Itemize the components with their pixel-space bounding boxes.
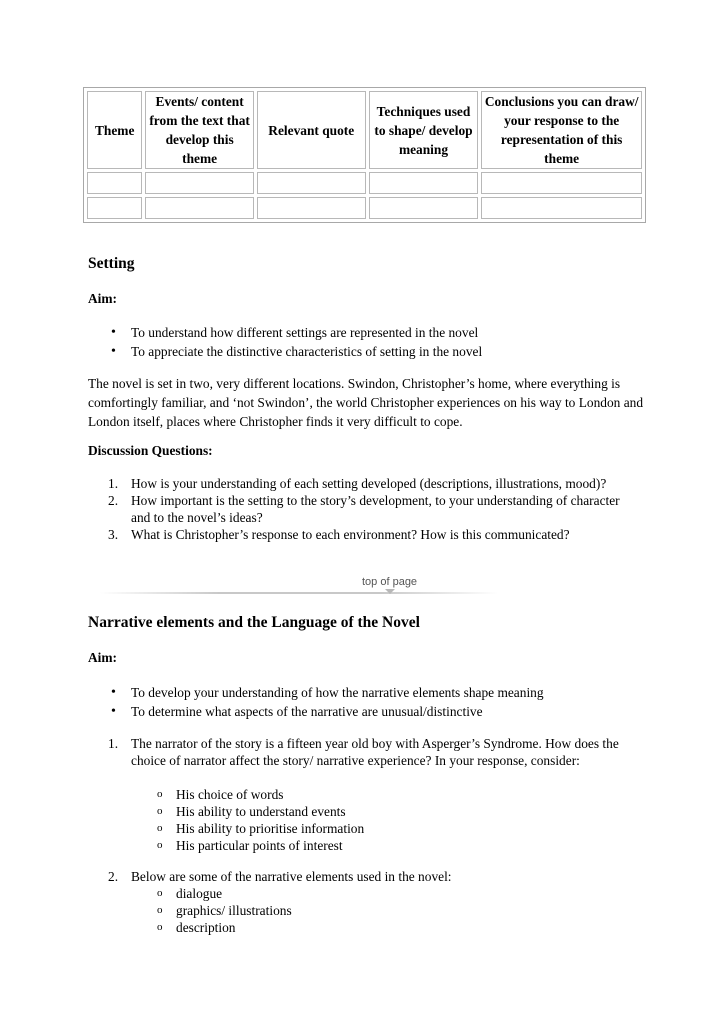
list-item: 1. The narrator of the story is a fifteen year old boy with Asperger’s Syndrome. How does the choice of narrator affect the story/ narrative experience? In your response, consider: [108,736,619,768]
up-arrow-icon [385,589,395,594]
setting-aims-list [88,323,482,361]
table-cell[interactable] [145,197,253,219]
list-item: o His choice of words [88,786,364,803]
narrative-heading: Narrative elements and the Language of the Novel [88,614,420,631]
top-of-page-link[interactable] [100,570,498,598]
discussion-label: Discussion Questions: [88,443,213,458]
table-header-cell: Techniques used to shape/ develop meaning [369,91,479,169]
table-cell[interactable] [481,172,642,194]
list-item: o His particular points of interest [88,837,364,854]
narrative-aims-list [88,683,544,721]
list-item: o graphics/ illustrations [88,902,292,919]
narrative-item-1 [88,735,628,769]
narrative-aim-label: Aim: [88,650,118,665]
table-cell[interactable] [145,172,253,194]
table-cell[interactable] [257,197,366,219]
narrative-item-1-points [88,786,364,854]
discussion-questions [88,475,628,543]
table-header-cell: Relevant quote [257,91,366,169]
top-of-page-label[interactable]: top of page [362,576,418,588]
table-header-cell: Conclusions you can draw/ your response to the representation of this theme [481,91,642,169]
list-item: o His ability to prioritise information [88,820,364,837]
list-item: o His ability to understand events [88,803,364,820]
table-header-row [87,91,642,169]
table-cell[interactable] [87,172,142,194]
setting-heading: Setting [88,255,135,272]
table-row [87,197,642,219]
list-item: • To understand how different settings are represented in the novel [88,323,482,342]
table-header-cell: Events/ content from the text that develop this theme [145,91,253,169]
theme-table [83,87,646,223]
table-row [87,172,642,194]
table-header-cell: Theme [87,91,142,169]
setting-paragraph: The novel is set in two, very different locations. Swindon, Christopher’s home, where everything is comfortingly familiar, and ‘not Swindon’, the world Christopher experiences on his way to London and London itself, places where Christopher finds it very difficult to cope. [88,376,644,429]
list-item: o description [88,919,292,936]
list-item: 3. What is Christopher’s response to each environment? How is this communicated? [108,527,570,542]
table-cell[interactable] [481,197,642,219]
table-cell[interactable] [257,172,366,194]
table-cell[interactable] [369,197,479,219]
divider [100,592,498,594]
table-cell[interactable] [369,172,479,194]
narrative-item-2-points [88,885,292,936]
list-item: • To appreciate the distinctive characteristics of setting in the novel [88,342,482,361]
narrative-item-2 [88,868,628,885]
list-item: 1. How is your understanding of each setting developed (descriptions, illustrations, mood)? [108,476,607,491]
list-item: • To develop your understanding of how the narrative elements shape meaning [88,683,544,702]
setting-aim-label: Aim: [88,291,118,306]
list-item: • To determine what aspects of the narrative are unusual/distinctive [88,702,544,721]
list-item: o dialogue [88,885,292,902]
list-item: 2. How important is the setting to the story’s development, to your understanding of character and to the novel’s ideas? [108,493,620,525]
table-cell[interactable] [87,197,142,219]
list-item: 2. Below are some of the narrative elements used in the novel: [108,869,452,884]
